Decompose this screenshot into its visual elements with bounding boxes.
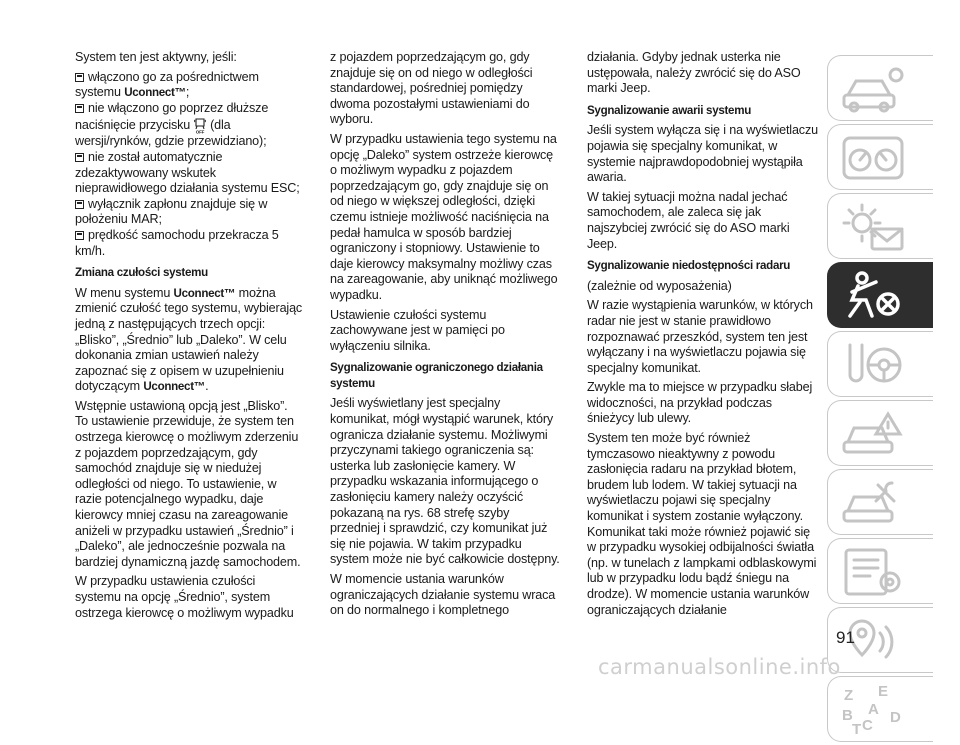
- tab-technical-data[interactable]: [827, 538, 933, 604]
- checkbox-bullet-icon: [75, 200, 84, 209]
- paragraph: Jeśli wyświetlany jest specjalny komunikat, mógł wystąpić warunek, który ogranicza działanie systemu. Możliwymi przyczynami takiego ograniczenia są: usterka lub zasłonięcie kamery. W przypadku wskazania informującego o zasłonięciu kamery należy oczyścić pokazaną na rys. 68 strefę szyby przedniej i sprawdzić, czy komunikat już się nie pojawia. W takim przypadku system może nie być całkowicie dostępny.: [330, 396, 560, 567]
- starting-driving-icon: [838, 337, 908, 393]
- paragraph: Ustawienie czułości systemu zachowywane jest w pamięci po wyłączeniu silnika.: [330, 307, 505, 353]
- paragraph: System ten może być również tymczasowo nieaktywny z powodu zasłonięcia radaru na przykład błotem, brudem lub lodem. W takiej sytuacji na wyświetlaczu pojawi się specjalny komunikat i system zostanie wyłączony. Komunikat taki może również pojawić się w przypadku wysokiej odbijalności światła (np. w tunelach z lampkami odblaskowymi lub w przypadku lodu bądź śniegu na drodze). W momencie ustania warunków ograniczających działanie: [587, 431, 817, 617]
- instrument-cluster-icon: [838, 130, 908, 186]
- svg-text:Z: Z: [844, 687, 854, 704]
- svg-text:D: D: [890, 709, 901, 726]
- svg-text:OFF: OFF: [195, 129, 205, 135]
- paragraph: W przypadku ustawienia czułości systemu na opcję „Średnio”, system ostrzega kierowcę o możliwym wypadku: [75, 574, 294, 620]
- column-1: [75, 50, 303, 625]
- car-dashboard-icon: [838, 61, 908, 117]
- svg-text:A: A: [868, 701, 879, 718]
- paragraph: Wstępnie ustawioną opcją jest „Blisko”. To ustawienie przewiduje, że system ten ostrzega kierowcę o możliwym zderzeniu z pojazdem poprzedzającym, gdy samochód znajduje się w niedużej odległości od niego. To ustawienie, w razie potencjalnego wypadku, daje kierowcy mniej czasu na zareagowanie aniżeli w przypadku ustawień „Średnio” i „Daleko”, ale jednocześnie pozwala na bardziej dynamiczną jazdę samochodem.: [75, 398, 301, 569]
- paragraph: (zależnie od wyposażenia): [587, 278, 732, 293]
- index-icon: [838, 682, 908, 738]
- uconnect-brand: Uconnect™: [124, 86, 186, 100]
- svg-text:C: C: [862, 717, 873, 734]
- paragraph: działania. Gdyby jednak usterka nie ustępowała, należy zwrócić się do ASO marki Jeep.: [587, 50, 801, 96]
- safety-airbag-icon: [838, 268, 908, 324]
- section-heading: Zmiana czułości systemu: [75, 266, 208, 280]
- paragraph: Jeśli system wyłącza się i na wyświetlaczu pojawia się specjalny komunikat, w systemie najprawdopodobniej wystąpiła awaria.: [587, 123, 818, 185]
- bullet-item: nie włączono go poprzez dłuższe naciśnięcie przycisku OFF (dla wersji/rynków, gdzie przewidziano);: [75, 100, 269, 149]
- paragraph: Zwykle ma to miejsce w przypadku słabej widoczności, na przykład podczas śnieżycy lub ulewy.: [587, 380, 813, 426]
- checkbox-bullet-icon: [75, 73, 84, 82]
- tab-instrument-cluster[interactable]: [827, 124, 933, 190]
- emergency-icon: [838, 406, 908, 462]
- section-heading: Sygnalizowanie ograniczonego działania systemu: [330, 361, 543, 390]
- svg-text:T: T: [852, 721, 862, 738]
- bullet-item: nie został automatycznie zdezaktywowany wskutek nieprawidłowego działania systemu ESC;: [75, 149, 300, 196]
- paragraph: z pojazdem poprzedzającym go, gdy znajduje się on od niego w odległości standardowej, pośredniej pomiędzy dwoma pozostałymi ustawieniami do wyboru.: [330, 50, 533, 127]
- bullet-item: prędkość samochodu przekracza 5 km/h.: [75, 227, 279, 258]
- column-3: [587, 50, 819, 622]
- paragraph: W razie wystąpienia warunków, w których radar nie jest w stanie prawidłowo rozpoznawać przeszkód, system ten jest wyłączany i na wyświetlaczu pojawia się specjalny komunikat.: [587, 298, 813, 375]
- tab-car-dashboard[interactable]: [827, 55, 933, 121]
- tab-emergency[interactable]: [827, 400, 933, 466]
- section-heading: Sygnalizowanie niedostępności radaru: [587, 259, 791, 273]
- paragraph: W przypadku ustawienia tego systemu na opcję „Daleko” system ostrzeże kierowcę o możliwym wypadku z pojazdem poprzedzającym go, gdy znajduje się on od niego w większej odległości, dzięki czemu istnieje możliwość naciśnięcia na pedał hamulca w sposób bardziej ograniczony i stopniowy. Ustawienie to daje kierowcy maksymalny możliwy czas na zareagowanie, aby uniknąć możliwego wypadku.: [330, 131, 558, 302]
- maintenance-icon: [838, 475, 908, 531]
- section-heading: Sygnalizowanie awarii systemu: [587, 103, 751, 117]
- checkbox-bullet-icon: [75, 153, 84, 162]
- page-number: 91: [836, 628, 855, 647]
- svg-text:B: B: [842, 707, 853, 724]
- checkbox-bullet-icon: [75, 104, 84, 113]
- warning-lights-icon: [838, 199, 908, 255]
- esc-off-button-icon: [193, 116, 207, 134]
- watermark: carmanualsonline.info: [598, 655, 841, 679]
- tab-safety[interactable]: [827, 262, 933, 328]
- tab-maintenance[interactable]: [827, 469, 933, 535]
- bullet-item: wyłącznik zapłonu znajduje się w położeniu MAR;: [75, 196, 268, 227]
- bullet-item: włączono go za pośrednictwem systemu Uconnect™;: [75, 69, 259, 100]
- tab-warning-lights[interactable]: [827, 193, 933, 259]
- technical-data-icon: [838, 544, 908, 600]
- paragraph: W menu systemu Uconnect™ można zmienić czułość tego systemu, wybierając jedną z następujących trzech opcji: „Blisko”, „Średnio” lub „Daleko”. W celu dokonania zmian ustawień należy zapoznać się z opisem w uzupełnieniu dotyczącym Uconnect™.: [75, 285, 303, 394]
- svg-text:E: E: [878, 683, 889, 700]
- tab-starting-driving[interactable]: [827, 331, 933, 397]
- checkbox-bullet-icon: [75, 231, 84, 240]
- paragraph: W takiej sytuacji można nadal jechać samochodem, ale zaleca się jak najszybciej zwrócić się do ASO marki Jeep.: [587, 189, 790, 251]
- tab-index[interactable]: [827, 676, 933, 742]
- column-2: [330, 50, 562, 623]
- paragraph: W momencie ustania warunków ograniczających działanie systemu wraca on do normalnego i kompletnego: [330, 572, 556, 618]
- intro-text: System ten jest aktywny, jeśli:: [75, 50, 237, 64]
